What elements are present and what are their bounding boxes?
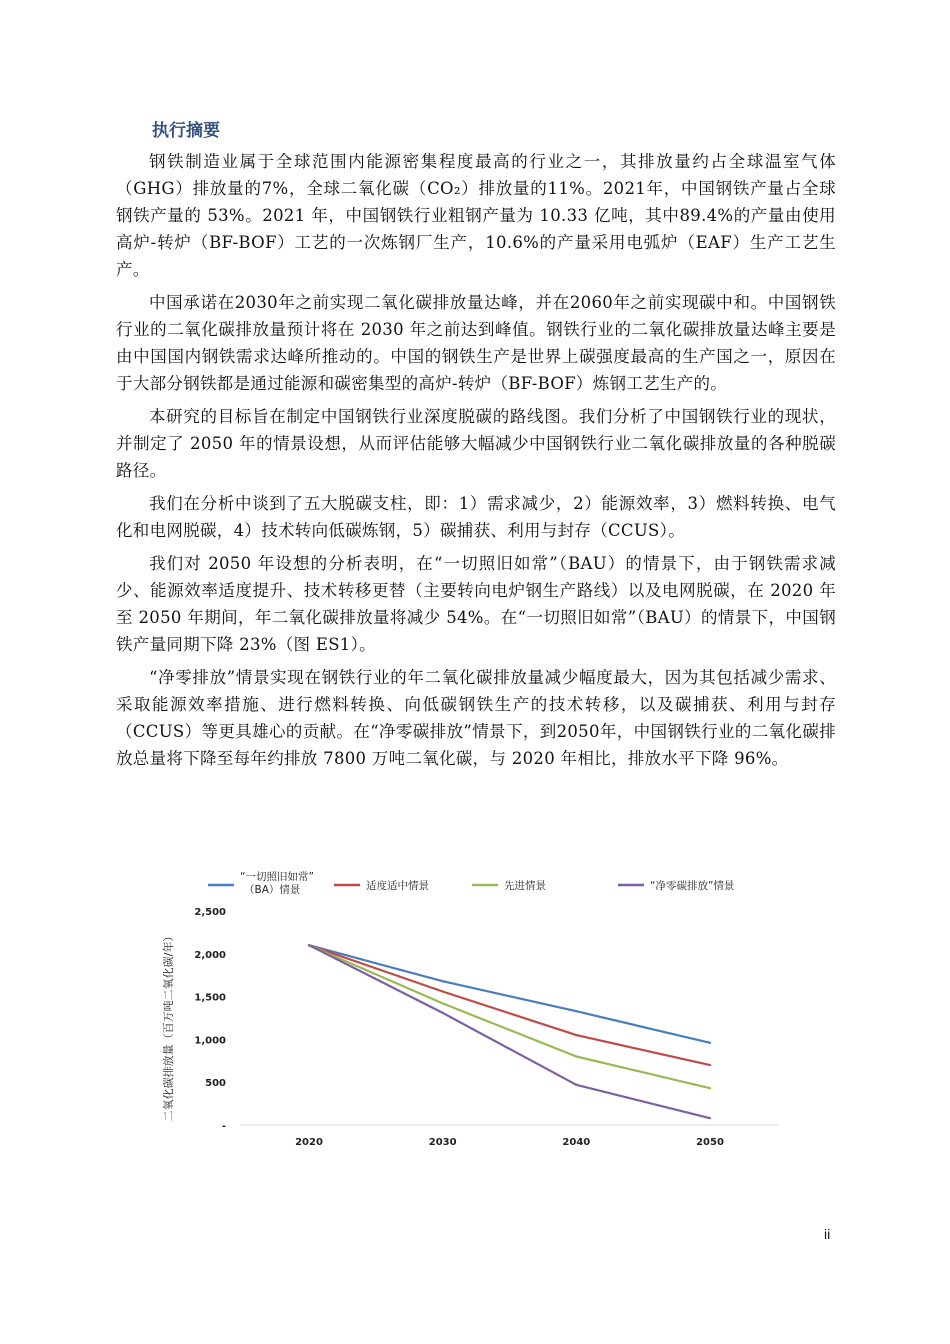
paragraph-5: 我们对 2050 年设想的分析表明，在“一切照旧如常”（BAU）的情景下，由于钢铁需求减少、能源效率适度提升、技术转移更替（主要转向电炉钢生产路线）以及电网脱碳，在 2020 年至 2050 年期间，年二氧化碳排放量将减少 54%。在“一切照旧如常”（BAU）的情景下，中国钢铁产量同期下降 23%（图 ES1）。 — [116, 554, 836, 654]
legend-label-1: （BA）情景 — [244, 884, 301, 896]
paragraph-4: 我们在分析中谈到了五大脱碳支柱，即：1）需求减少，2）能源效率，3）燃料转换、电气化和电网脱碳，4）技术转向低碳炼钢，5）碳捕获、利用与封存（CCUS）。 — [116, 494, 836, 540]
series-line-1 — [309, 945, 710, 1043]
data-point — [575, 1084, 577, 1086]
data-point — [442, 1012, 444, 1014]
y-tick-label: 1,500 — [194, 992, 226, 1004]
data-point — [709, 1117, 711, 1119]
y-tick-label: 1,000 — [194, 1035, 226, 1047]
x-tick-label: 2040 — [562, 1137, 591, 1148]
data-point — [575, 1034, 577, 1036]
y-tick-label: 500 — [205, 1078, 226, 1090]
data-point — [442, 1002, 444, 1004]
data-point — [575, 1010, 577, 1012]
x-tick-label: 2050 — [696, 1137, 724, 1148]
data-point — [442, 990, 444, 992]
emissions-line-chart — [150, 868, 790, 1158]
data-point — [709, 1042, 711, 1044]
legend-label-4: “净零碳排放”情景 — [650, 880, 735, 892]
data-point — [442, 980, 444, 982]
x-tick-label: 2020 — [295, 1137, 323, 1148]
y-axis-label: 二氧化碳排放量（百万吨二氧化碳/年） — [162, 930, 175, 1122]
data-point — [709, 1064, 711, 1066]
y-tick-label: - — [221, 1121, 226, 1132]
y-tick-label: 2,500 — [194, 907, 226, 918]
body-text — [116, 148, 836, 778]
data-point — [709, 1087, 711, 1089]
data-point — [308, 944, 310, 946]
legend-label-1: “一切照旧如常” — [240, 871, 314, 883]
legend-label-2: 适度适中情景 — [366, 880, 429, 892]
y-tick-label: 2,000 — [194, 949, 226, 961]
series-line-2 — [309, 945, 710, 1065]
data-point — [575, 1055, 577, 1057]
x-tick-label: 2030 — [428, 1137, 457, 1148]
paragraph-6: “净零排放”情景实现在钢铁行业的年二氧化碳排放量减少幅度最大，因为其包括减少需求、采取能源效率措施、进行燃料转换、向低碳钢铁生产的技术转移，以及碳捕获、利用与封存（CCUS）等更具雄心的贡献。在“净零碳排放”情景下，到2050年，中国钢铁行业的二氧化碳排放总量将下降至每年约排放 7800 万吨二氧化碳，与 2020 年相比，排放水平下降 96%。 — [116, 668, 836, 768]
paragraph-2: 中国承诺在2030年之前实现二氧化碳排放量达峰，并在2060年之前实现碳中和。中国钢铁行业的二氧化碳排放量预计将在 2030 年之前达到峰值。钢铁行业的二氧化碳排放量达峰主要是由中国国内钢铁需求达峰所推动的。中国的钢铁生产是世界上碳强度最高的生产国之一，原因在于大部分钢铁都是通过能源和碳密集型的高炉-转炉（BF-BOF）炼钢工艺生产的。 — [116, 293, 836, 393]
legend-label-3: 先进情景 — [504, 880, 546, 892]
page-number: ii — [824, 1226, 831, 1242]
section-heading: 执行摘要 — [152, 121, 220, 141]
paragraph-1: 钢铁制造业属于全球范围内能源密集程度最高的行业之一，其排放量约占全球温室气体（GHG）排放量的7%，全球二氧化碳（CO₂）排放量的11%。2021年，中国钢铁产量占全球钢铁产量的 53%。2021 年，中国钢铁行业粗钢产量为 10.33 亿吨，其中89.4%的产量由使用高炉-转炉（BF-BOF）工艺的一次炼钢厂生产，10.6%的产量采用电弧炉（EAF）生产工艺生产。 — [116, 152, 836, 279]
paragraph-3: 本研究的目标旨在制定中国钢铁行业深度脱碳的路线图。我们分析了中国钢铁行业的现状，并制定了 2050 年的情景设想，从而评估能够大幅减少中国钢铁行业二氧化碳排放量的各种脱碳路径。 — [116, 407, 836, 480]
